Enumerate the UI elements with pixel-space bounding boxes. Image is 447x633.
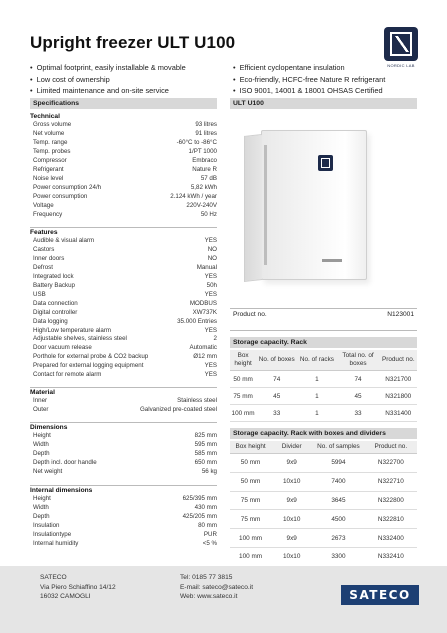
spec-label: Insulationtype	[33, 530, 72, 538]
spec-label: USB	[33, 290, 46, 298]
company-address	[40, 573, 116, 602]
spec-row	[30, 175, 217, 184]
spec-row	[30, 121, 217, 130]
column-header: Box height	[230, 350, 256, 371]
spec-label: Power consumption 24/h	[33, 183, 102, 191]
spec-label: Noise level	[33, 174, 64, 182]
spec-label: Digital controller	[33, 308, 78, 316]
spec-value: YES	[204, 362, 217, 370]
spec-value: 56 kg	[201, 467, 217, 475]
spec-value: Stainless steel	[177, 397, 217, 404]
table-cell: N331400	[380, 405, 417, 422]
telephone: Tel: 0185 77 3815	[180, 574, 233, 581]
column-header: Divider	[271, 441, 312, 454]
spec-value: 50 Hz	[200, 210, 217, 218]
specifications-header: Specifications	[30, 98, 217, 109]
table-row	[230, 371, 417, 388]
spec-value: 825 mm	[194, 432, 217, 439]
email-link[interactable]: E-mail: sateco@sateco.it	[180, 583, 254, 591]
table-row	[230, 472, 417, 491]
column-header: Product no.	[380, 350, 417, 371]
table-cell: N321700	[380, 371, 417, 388]
spec-value: 595 mm	[194, 440, 217, 448]
bullet-item: • Efficient cyclopentane insulation	[233, 62, 385, 74]
spec-value: 57 dB	[200, 174, 217, 182]
spec-label: Gross volume	[33, 121, 72, 128]
spec-row	[30, 273, 217, 282]
spec-value: 2.124 kWh / year	[170, 192, 217, 200]
features-section	[30, 229, 217, 380]
spec-label: Depth	[33, 512, 50, 520]
table-cell: N322810	[365, 510, 417, 529]
spec-row	[30, 237, 217, 246]
spec-label: Power consumption	[33, 192, 88, 200]
table-cell: 50 mm	[230, 454, 271, 473]
spec-row	[30, 291, 217, 300]
freezer-image	[261, 130, 367, 280]
spec-value: <5 %	[202, 539, 217, 547]
spec-row	[30, 344, 217, 353]
spec-label: Refrigerant	[33, 165, 64, 173]
table-cell: 10x10	[271, 547, 312, 566]
table-cell: 100 mm	[230, 547, 271, 566]
spec-label: Depth incl. door handle	[33, 458, 97, 466]
spec-label: Audible & visual alarm	[33, 237, 95, 244]
spec-row	[30, 255, 217, 264]
spec-value: XW737K	[192, 308, 217, 316]
table-cell: 1	[297, 388, 336, 405]
spec-row	[30, 300, 217, 309]
spec-row	[30, 327, 217, 336]
column-header: No. of samples	[312, 441, 364, 454]
table-row	[230, 405, 417, 422]
spec-label: Castors	[33, 245, 55, 253]
page-title: Upright freezer ULT U100	[30, 33, 236, 52]
spec-label: Data connection	[33, 299, 78, 307]
web-link[interactable]: Web: www.sateco.it	[180, 593, 238, 600]
spec-row	[30, 157, 217, 166]
bullet-item: • Limited maintenance and on-site service	[30, 85, 186, 97]
spec-row	[30, 406, 217, 415]
spec-row	[30, 362, 217, 371]
rack-capacity-table	[230, 350, 417, 422]
table-cell: N321800	[380, 388, 417, 405]
product-number	[230, 311, 417, 318]
spec-row	[30, 432, 217, 441]
spec-row	[30, 468, 217, 477]
section-title: Internal dimensions	[30, 487, 93, 494]
table-row	[230, 454, 417, 473]
spec-value: YES	[204, 237, 217, 244]
section-title: Material	[30, 389, 55, 396]
spec-value: YES	[204, 326, 217, 334]
divider	[230, 308, 417, 309]
spec-label: Integrated lock	[33, 272, 74, 280]
column-header: Product no.	[365, 441, 417, 454]
spec-value: NO	[207, 245, 217, 253]
dimensions-section	[30, 424, 217, 477]
spec-row	[30, 202, 217, 211]
divider	[30, 422, 217, 423]
nordic-lab-logo	[381, 27, 421, 71]
table-row	[230, 491, 417, 510]
product-header: ULT U100	[230, 98, 417, 109]
divider	[30, 485, 217, 486]
bullet-item: • Low cost of ownership	[30, 74, 186, 86]
table-cell: 4500	[312, 510, 364, 529]
spec-row	[30, 211, 217, 220]
logo-icon	[384, 27, 418, 61]
table-cell: 1	[297, 405, 336, 422]
table-row	[230, 547, 417, 566]
spec-label: Height	[33, 432, 51, 439]
column-header: Box height	[230, 441, 271, 454]
spec-label: Net volume	[33, 129, 65, 137]
table-cell: 7400	[312, 472, 364, 491]
spec-row	[30, 441, 217, 450]
spec-label: Adjustable shelves, stainless steel	[33, 335, 127, 343]
spec-label: Depth	[33, 449, 50, 457]
table-cell: 50 mm	[230, 371, 256, 388]
feature-bullets-left	[30, 62, 186, 97]
logo-caption: NORDIC LAB	[387, 63, 415, 68]
table-cell: 100 mm	[230, 529, 271, 548]
product-number-value: N123001	[387, 311, 414, 318]
section-title: Dimensions	[30, 424, 68, 431]
spec-label: Contact for remote alarm	[33, 371, 102, 379]
spec-row	[30, 397, 217, 406]
spec-row	[30, 371, 217, 380]
spec-label: High/Low temperature alarm	[33, 326, 112, 334]
bullet-item: • Optimal footprint, easily installable & movable	[30, 62, 186, 74]
table-cell: 10x10	[271, 472, 312, 491]
bullet-item: • Eco-friendly, HCFC-free Nature R refrigerant	[233, 74, 385, 86]
spec-value: 585 mm	[194, 449, 217, 457]
spec-label: Insulation	[33, 521, 60, 529]
internal-dimensions-section	[30, 487, 217, 549]
table-cell: 45	[337, 388, 380, 405]
table-row	[230, 529, 417, 548]
table-cell: N322700	[365, 454, 417, 473]
divider	[30, 227, 217, 228]
spec-row	[30, 495, 217, 504]
company-name: SATECO	[40, 574, 67, 581]
material-section	[30, 389, 217, 415]
spec-label: Compressor	[33, 156, 67, 164]
spec-value: 91 litres	[195, 129, 217, 137]
brand-badge-icon	[318, 155, 333, 171]
table-cell: 100 mm	[230, 405, 256, 422]
spec-value: 5,82 kWh	[190, 183, 217, 191]
city: 16032 CAMOGLI	[40, 593, 91, 600]
spec-value: MODBUS	[189, 299, 217, 307]
table-cell: N322800	[365, 491, 417, 510]
table-cell: 9x9	[271, 454, 312, 473]
table-cell: N332410	[365, 547, 417, 566]
divider	[230, 330, 417, 331]
table-cell: 74	[256, 371, 297, 388]
table-cell: N332400	[365, 529, 417, 548]
spec-row	[30, 318, 217, 327]
spec-row	[30, 309, 217, 318]
divider	[30, 387, 217, 388]
spec-row	[30, 246, 217, 255]
table-cell: 9x9	[271, 529, 312, 548]
column-header: No. of racks	[297, 350, 336, 371]
section-title: Technical	[30, 113, 60, 120]
spec-label: Temp. probes	[33, 147, 71, 155]
spec-label: Inner	[33, 397, 48, 404]
table-row	[230, 388, 417, 405]
street: Via Piero Schiaffino 14/12	[40, 583, 116, 591]
spec-value: 2	[213, 335, 217, 343]
spec-row	[30, 531, 217, 540]
spec-row	[30, 513, 217, 522]
spec-value: Galvanized pre-coated steel	[139, 405, 217, 413]
spec-row	[30, 148, 217, 157]
spec-value: 50h	[206, 281, 217, 289]
spec-label: Prepared for external logging equipment	[33, 362, 144, 370]
spec-label: Defrost	[33, 263, 53, 271]
spec-row	[30, 504, 217, 513]
table-row	[230, 510, 417, 529]
spec-row	[30, 139, 217, 148]
spec-value: 220V-240V	[186, 201, 217, 209]
table-cell: 75 mm	[230, 491, 271, 510]
spec-row	[30, 540, 217, 549]
table-cell: 74	[337, 371, 380, 388]
table-cell: 45	[256, 388, 297, 405]
table-cell: 5994	[312, 454, 364, 473]
spec-label: Temp. range	[33, 138, 68, 146]
spec-row	[30, 450, 217, 459]
spec-value: 93 litres	[195, 121, 217, 128]
spec-value: NO	[207, 254, 217, 262]
spec-row	[30, 166, 217, 175]
sateco-logo: SATECO	[341, 585, 419, 605]
company-contacts	[180, 573, 253, 602]
spec-label: Battery Backup	[33, 281, 75, 289]
table-cell: 10x10	[271, 510, 312, 529]
rack-table-title: Storage capacity. Rack	[230, 337, 417, 348]
spec-value: PUR	[203, 530, 217, 538]
spec-value: 625/395 mm	[182, 495, 217, 502]
table-cell: 75 mm	[230, 510, 271, 529]
spec-label: Width	[33, 503, 49, 511]
spec-value: 80 mm	[198, 521, 217, 529]
spec-value: -60°C to -86°C	[176, 138, 217, 146]
spec-value: Nature R	[192, 165, 217, 173]
spec-row	[30, 335, 217, 344]
spec-row	[30, 184, 217, 193]
spec-value: Embraco	[192, 156, 217, 164]
spec-value: 425/205 mm	[182, 512, 217, 520]
spec-row	[30, 353, 217, 362]
spec-label: Data logging	[33, 317, 68, 325]
spec-row	[30, 282, 217, 291]
bullet-item: • ISO 9001, 14001 & 18001 OHSAS Certified	[233, 85, 385, 97]
product-number-label: Product no.	[233, 311, 267, 318]
spec-value: 1/PT 1000	[188, 147, 217, 155]
column-header: No. of boxes	[256, 350, 297, 371]
table-cell: 2673	[312, 529, 364, 548]
table-cell: 9x9	[271, 491, 312, 510]
spec-label: Porthole for external probe & CO2 backup	[33, 353, 149, 361]
spec-value: 650 mm	[194, 458, 217, 466]
spec-label: Frequency	[33, 210, 63, 218]
table-header-row	[230, 441, 417, 454]
divider-table-title: Storage capacity. Rack with boxes and dividers	[230, 428, 417, 439]
spec-label: Outer	[33, 405, 49, 413]
spec-label: Height	[33, 495, 51, 502]
table-cell: 50 mm	[230, 472, 271, 491]
table-cell: N322710	[365, 472, 417, 491]
spec-value: 35.000 Entries	[177, 317, 217, 325]
spec-row	[30, 130, 217, 139]
spec-row	[30, 193, 217, 202]
section-title: Features	[30, 229, 58, 236]
spec-value: Manual	[196, 263, 217, 271]
table-header-row	[230, 350, 417, 371]
spec-value: 430 mm	[194, 503, 217, 511]
spec-row	[30, 522, 217, 531]
spec-row	[30, 264, 217, 273]
table-cell: 33	[256, 405, 297, 422]
table-cell: 3645	[312, 491, 364, 510]
spec-value: YES	[204, 290, 217, 298]
spec-label: Inner doors	[33, 254, 65, 262]
spec-value: YES	[204, 272, 217, 280]
spec-label: Net weight	[33, 467, 63, 475]
table-cell: 75 mm	[230, 388, 256, 405]
spec-label: Width	[33, 440, 49, 448]
table-cell: 1	[297, 371, 336, 388]
spec-row	[30, 459, 217, 468]
column-header: Total no. of boxes	[337, 350, 380, 371]
table-cell: 33	[337, 405, 380, 422]
spec-label: Internal humidity	[33, 539, 79, 547]
spec-value: Ø12 mm	[193, 353, 217, 361]
divider-capacity-table	[230, 441, 417, 567]
technical-section	[30, 113, 217, 219]
feature-bullets-right	[233, 62, 385, 97]
spec-value: YES	[204, 371, 217, 379]
spec-label: Voltage	[33, 201, 54, 209]
spec-value: Automatic	[189, 344, 217, 352]
spec-label: Door vacuum release	[33, 344, 92, 352]
table-cell: 3300	[312, 547, 364, 566]
